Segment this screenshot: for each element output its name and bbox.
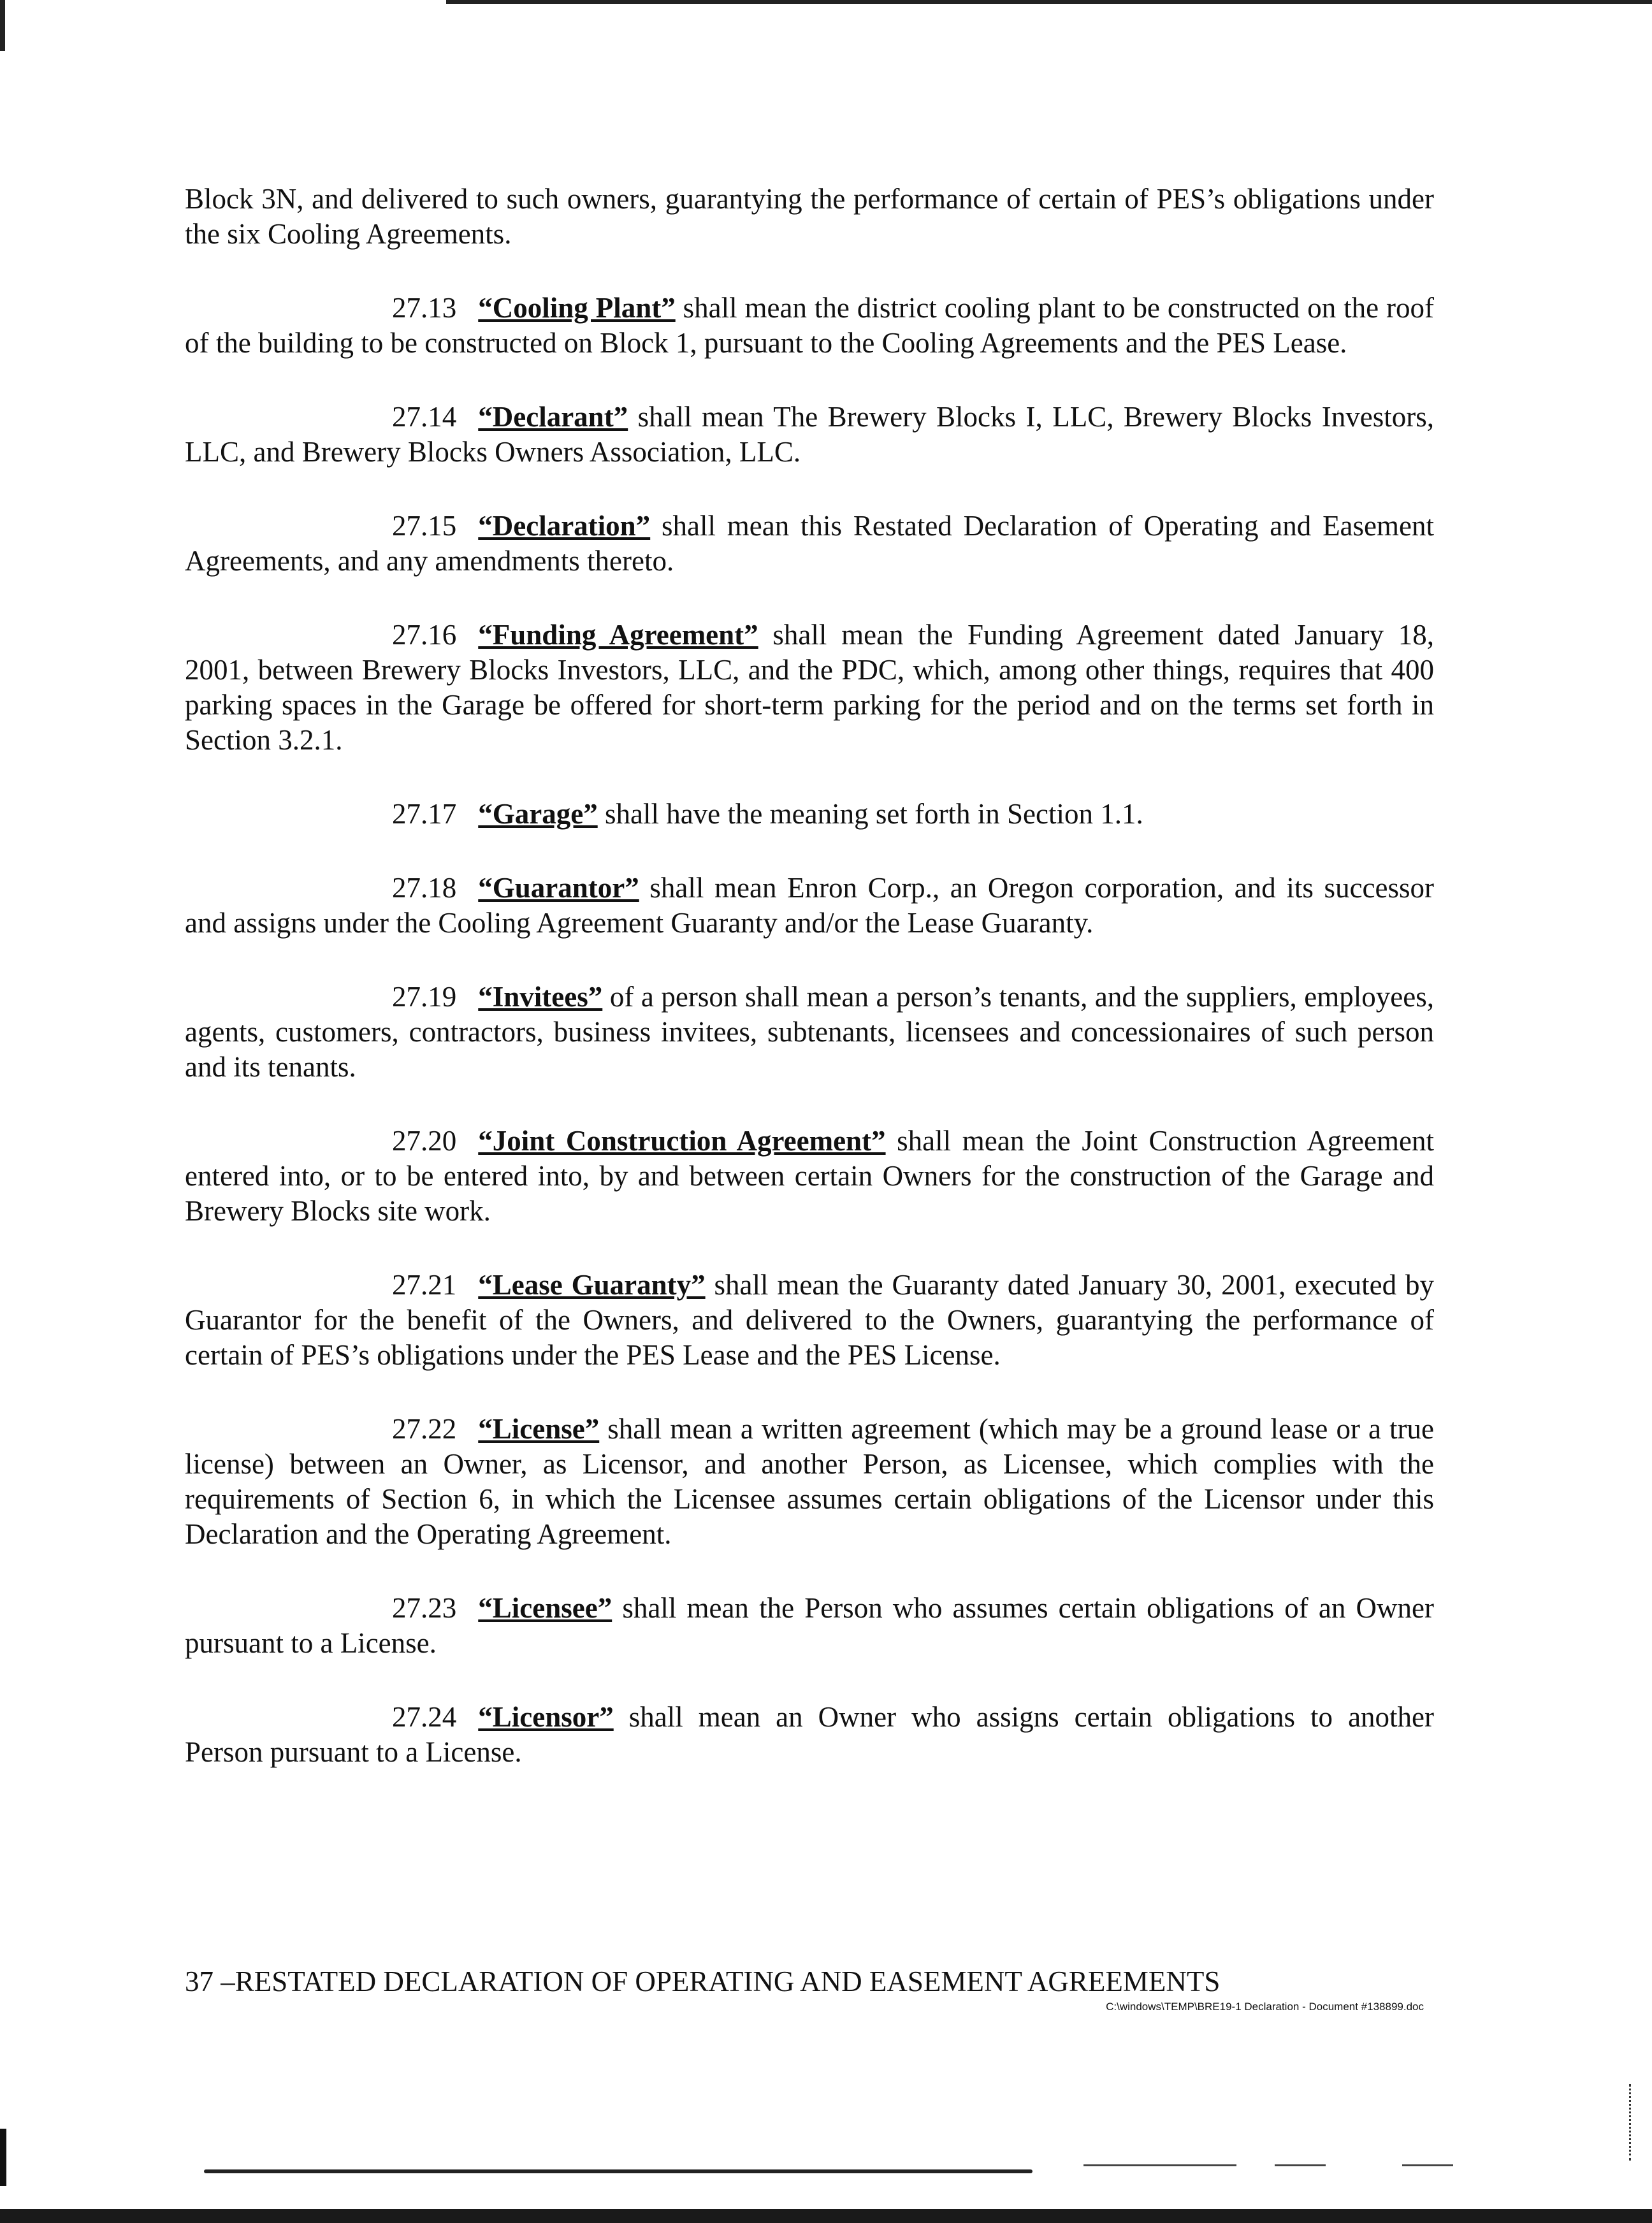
definition-text: shall mean the Funding Agreement dated January 18, 2001, between Brewery Blocks Investors, LLC, and the PDC, which, among other things, requires that 400 parking spaces in the Garage be offered for short-term parking for the period and on the terms set forth in Section 3.2.1.: [185, 619, 1434, 756]
defined-term: “Declaration”: [478, 510, 651, 542]
definition-text: of a person shall mean a person’s tenants, and the suppliers, employees, agents, customers, contractors, business invitees, subtenants, licensees and concessionaires of such person and its tenants.: [185, 981, 1434, 1083]
section-number: 27.18: [392, 872, 457, 904]
definition-paragraph: [185, 1412, 1434, 1552]
scan-artifact-dash: [1083, 2164, 1236, 2166]
definition-paragraph: [185, 980, 1434, 1085]
definition-paragraph: [185, 291, 1434, 361]
definition-text: shall mean the Person who assumes certain obligations of an Owner pursuant to a License.: [185, 1592, 1434, 1659]
defined-term: “Garage”: [478, 798, 598, 830]
defined-term: “License”: [478, 1413, 600, 1445]
defined-term: “Joint Construction Agreement”: [478, 1125, 886, 1157]
definition-paragraph: [185, 1591, 1434, 1661]
defined-term: “Guarantor”: [478, 872, 639, 904]
defined-term: “Lease Guaranty”: [478, 1269, 706, 1301]
section-number: 27.17: [392, 798, 457, 830]
definition-paragraph: [185, 618, 1434, 758]
section-number: 27.20: [392, 1125, 457, 1157]
defined-term: “Licensor”: [478, 1701, 614, 1733]
definition-text: shall mean the district cooling plant to be constructed on the roof of the building to be constructed on Block 1, pursuant to the Cooling Agreements and the PES Lease.: [185, 292, 1434, 359]
page-footer: [185, 1964, 1434, 2013]
defined-term: “Invitees”: [478, 981, 603, 1013]
opening-paragraph: Block 3N, and delivered to such owners, guarantying the performance of certain of PES’s obligations under the six Cooling Agreements.: [185, 183, 1434, 250]
section-number: 27.14: [392, 401, 457, 433]
scan-artifact-right: [1629, 2084, 1644, 2161]
definition-text: shall mean a written agreement (which may be a ground lease or a true license) between an Owner, as Licensor, and another Person, as Licensee, which complies with the requirements of Section 6, in which the Licensee assumes certain obligations of the Licensor under this Declaration and the Operating Agreement.: [185, 1413, 1434, 1550]
definitions-list: [185, 291, 1434, 1770]
section-number: 27.15: [392, 510, 457, 542]
definition-text: shall mean Enron Corp., an Oregon corporation, and its successor and assigns under the Cooling Agreement Guaranty and/or the Lease Guaranty.: [185, 872, 1434, 939]
definition-text: shall mean this Restated Declaration of Operating and Easement Agreements, and any amendments thereto.: [185, 510, 1434, 577]
scan-artifact-bottom: [0, 2209, 1652, 2223]
definition-paragraph: [185, 400, 1434, 470]
definition-text: shall mean the Guaranty dated January 30, 2001, executed by Guarantor for the benefit of the Owners, and delivered to the Owners, guarantying the performance of certain of PES’s obligations under the PES Lease and the PES License.: [185, 1269, 1434, 1371]
scan-artifact-left-bottom: [0, 2129, 6, 2186]
section-number: 27.24: [392, 1701, 457, 1733]
footer-title: 37 –RESTATED DECLARATION OF OPERATING AND EASEMENT AGREEMENTS: [185, 1966, 1221, 1997]
definition-paragraph: [185, 871, 1434, 941]
defined-term: “Funding Agreement”: [478, 619, 758, 651]
definition-text: shall mean the Joint Construction Agreement entered into, or to be entered into, by and between certain Owners for the construction of the Garage and Brewery Blocks site work.: [185, 1125, 1434, 1227]
definition-paragraph: [185, 1700, 1434, 1770]
scan-artifact-left: [0, 0, 5, 51]
section-number: 27.23: [392, 1592, 457, 1624]
footer-file-path: C:\windows\TEMP\BRE19-1 Declaration - Document #138899.doc: [1106, 2001, 1424, 2013]
definition-paragraph: [185, 797, 1434, 832]
defined-term: “Cooling Plant”: [478, 292, 676, 324]
section-number: 27.16: [392, 619, 457, 651]
defined-term: “Licensee”: [478, 1592, 612, 1624]
section-number: 27.21: [392, 1269, 457, 1301]
definition-paragraph: [185, 509, 1434, 579]
definition-text: shall have the meaning set forth in Section 1.1.: [597, 798, 1143, 830]
section-number: 27.13: [392, 292, 457, 324]
section-number: 27.19: [392, 981, 457, 1013]
scan-artifact-dash: [1402, 2164, 1453, 2166]
definition-paragraph: [185, 1124, 1434, 1229]
definition-paragraph: [185, 1268, 1434, 1373]
document-body: [185, 182, 1434, 1809]
defined-term: “Declarant”: [478, 401, 628, 433]
scan-artifact-top: [446, 0, 1652, 4]
scan-artifact-dash: [1275, 2164, 1326, 2166]
definition-text: shall mean an Owner who assigns certain obligations to another Person pursuant to a License.: [185, 1701, 1434, 1768]
definition-text: shall mean The Brewery Blocks I, LLC, Brewery Blocks Investors, LLC, and Brewery Blocks Owners Association, LLC.: [185, 401, 1434, 468]
section-number: 27.22: [392, 1413, 457, 1445]
scan-artifact-bottom-line: [204, 2169, 1032, 2173]
